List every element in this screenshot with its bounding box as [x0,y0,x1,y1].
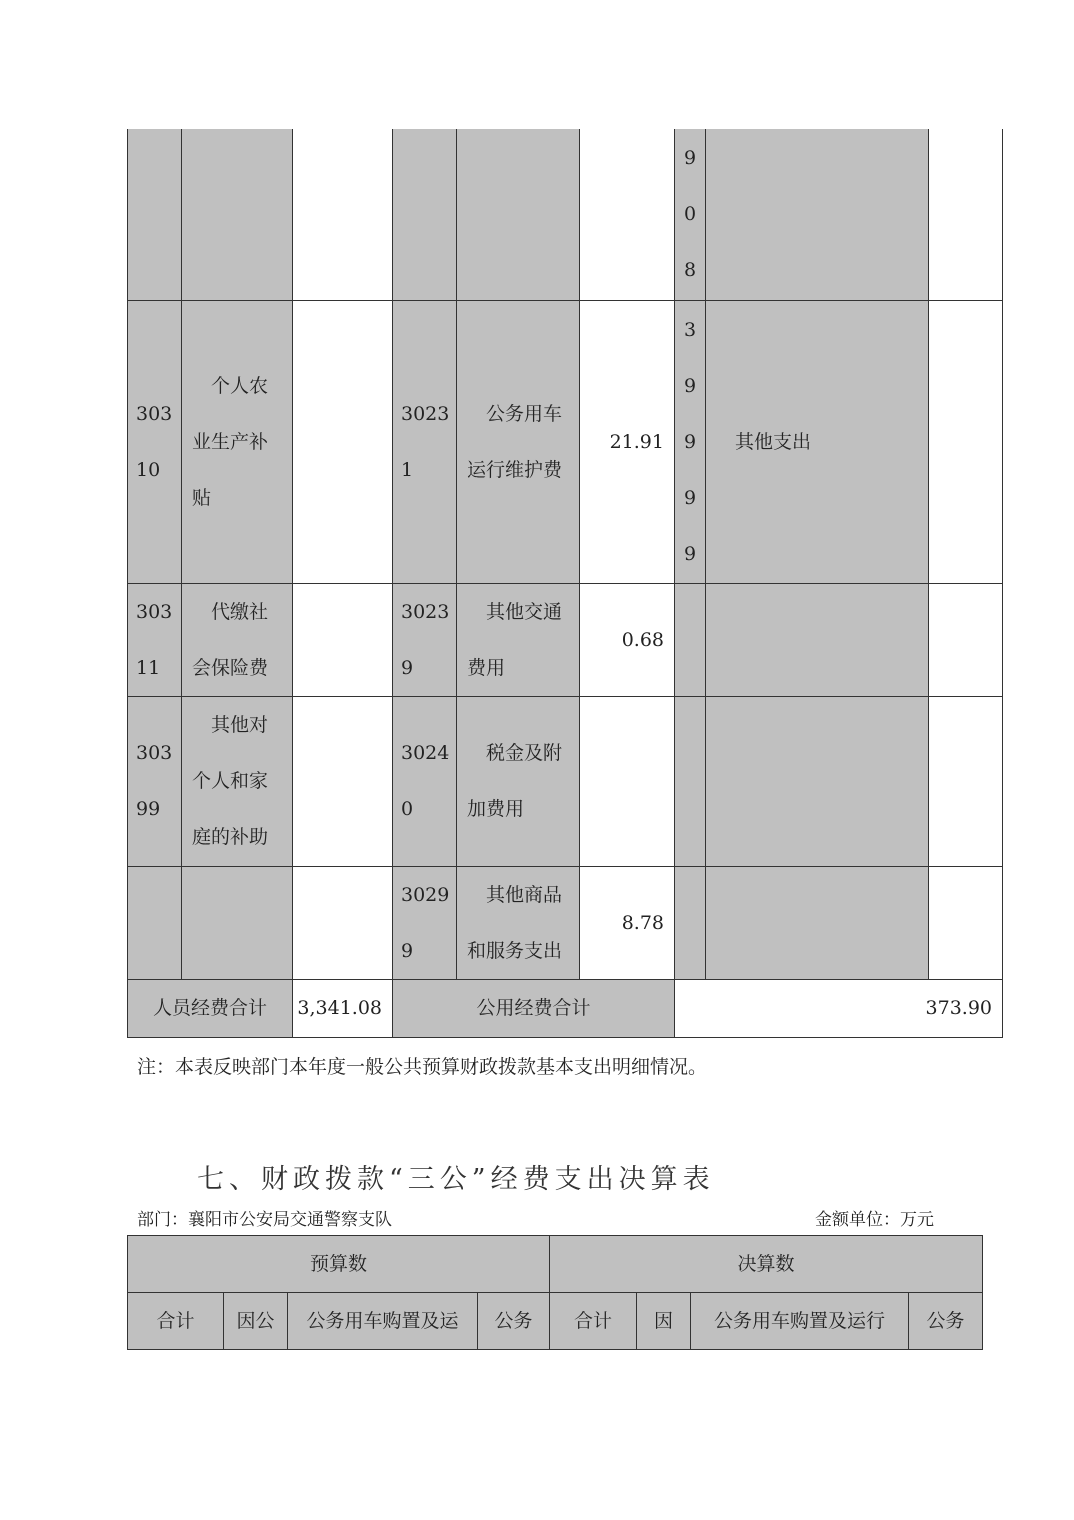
totals-row [128,979,1003,1037]
code-digit: 9 [683,542,697,565]
column-header: 合计 [550,1293,637,1350]
econ-code-cell: 3023 9 [393,583,457,696]
amount-cell: 8.78 [580,866,675,979]
econ-code-cell: 3024 0 [393,696,457,866]
table-row [128,583,1003,696]
econ-code-cell [128,129,182,300]
expenditure-detail-table [127,129,1003,1038]
table-row [128,696,1003,866]
econ-name-cell [706,866,929,979]
econ-code-cell [675,866,706,979]
personnel-total-label: 人员经费合计 [128,979,293,1037]
amount-cell [929,129,1003,300]
amount-cell [293,583,393,696]
table-note: 注：本表反映部门本年度一般公共预算财政拨款基本支出明细情况。 [137,1056,708,1078]
code-digit: 3 [683,318,697,341]
econ-name-cell: 其他支出 [706,300,929,583]
econ-code-cell: 303 10 [128,300,182,583]
column-header: 因 [637,1293,691,1350]
code-digit: 9 [683,374,697,397]
column-header: 公务 [478,1293,550,1350]
econ-code-cell [393,129,457,300]
econ-name-cell: 其他商品 和服务支出 [457,866,580,979]
econ-code-cell [675,300,706,583]
code-digit: 9 [683,486,697,509]
econ-code-cell [675,696,706,866]
table-row [128,129,1003,300]
econ-name-cell [706,583,929,696]
code-digit: 0 [683,203,697,226]
column-header: 公务 [909,1293,983,1350]
econ-name-cell: 公务用车 运行维护费 [457,300,580,583]
table-row [128,866,1003,979]
econ-name-cell: 个人农 业生产补 贴 [182,300,293,583]
amount-cell [929,696,1003,866]
econ-code-cell [675,129,706,300]
econ-code-cell [128,866,182,979]
code-digit: 9 [683,430,697,453]
code-digit: 9 [683,147,697,170]
public-total-label: 公用经费合计 [393,979,675,1037]
amount-cell: 0.68 [580,583,675,696]
table-row [128,1293,983,1350]
amount-cell [580,696,675,866]
amount-cell [293,300,393,583]
column-header: 公务用车购置及运 [288,1293,478,1350]
code-digit: 8 [683,259,697,282]
econ-name-cell: 其他交通 费用 [457,583,580,696]
econ-name-cell: 代缴社 会保险费 [182,583,293,696]
actual-header: 决算数 [550,1236,983,1293]
econ-name-cell [457,129,580,300]
amount-cell [580,129,675,300]
econ-name-cell: 其他对 个人和家 庭的补助 [182,696,293,866]
econ-code-cell [675,583,706,696]
econ-code-cell: 3029 9 [393,866,457,979]
amount-cell [929,300,1003,583]
unit-label: 金额单位：万元 [815,1210,934,1230]
amount-cell [293,129,393,300]
econ-code-cell: 303 99 [128,696,182,866]
three-public-expenses-table [127,1235,983,1350]
amount-cell [293,866,393,979]
section-title: 七、财政拨款“三公”经费支出决算表 [197,1164,715,1195]
econ-name-cell [182,866,293,979]
department-label: 部门：襄阳市公安局交通警察支队 [137,1210,392,1230]
econ-name-cell: 税金及附 加费用 [457,696,580,866]
econ-code-cell: 303 11 [128,583,182,696]
econ-name-cell [182,129,293,300]
econ-name-cell [706,696,929,866]
table-row [128,300,1003,583]
amount-cell: 21.91 [580,300,675,583]
econ-name-cell [706,129,929,300]
personnel-total-value: 3,341.08 [293,979,393,1037]
econ-code-cell: 3023 1 [393,300,457,583]
amount-cell [929,583,1003,696]
table-row [128,1236,983,1293]
column-header: 公务用车购置及运行 [691,1293,909,1350]
column-header: 合计 [128,1293,224,1350]
column-header: 因公 [224,1293,288,1350]
public-total-value: 373.90 [675,979,1003,1037]
amount-cell [293,696,393,866]
budget-header: 预算数 [128,1236,550,1293]
amount-cell [929,866,1003,979]
